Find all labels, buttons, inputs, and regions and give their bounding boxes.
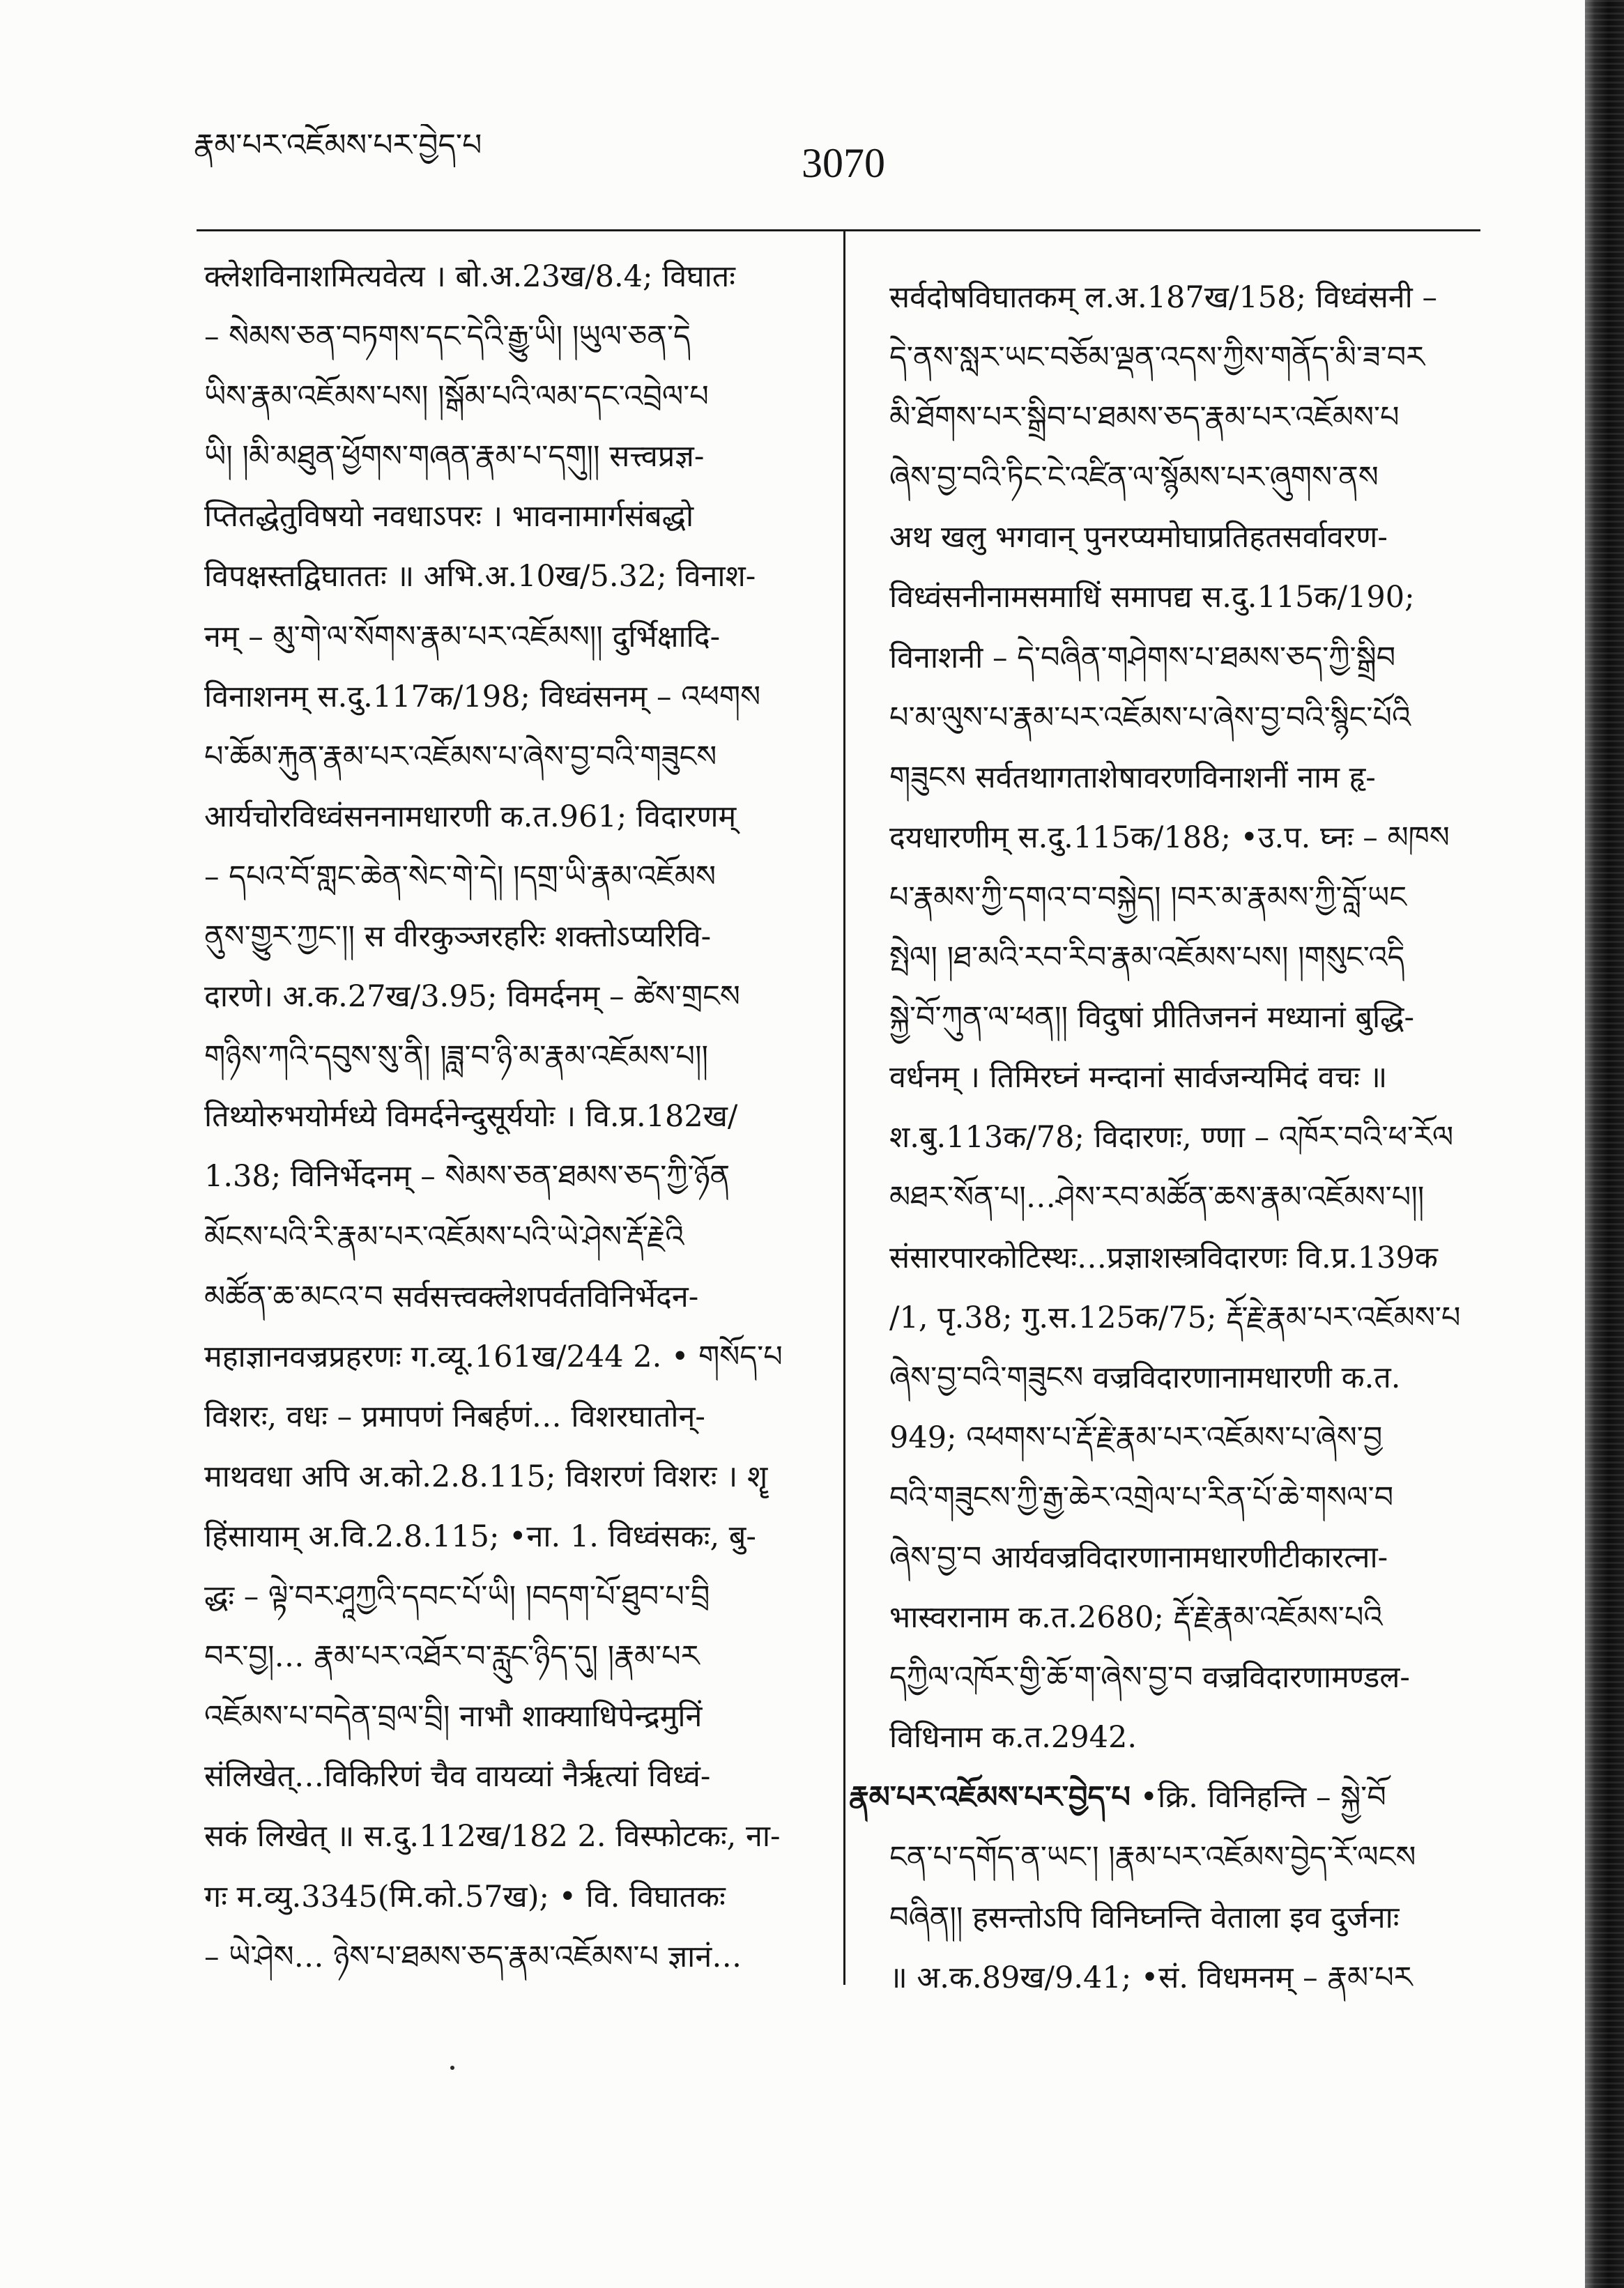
text-line: མི་ཐོགས་པར་སྒྲིབ་པ་ཐམས་ཅད་རྣམ་པར་འཇོམས་པ: [889, 400, 1400, 436]
left-column: [204, 247, 832, 1987]
text-line: हिंसायाम् अ.वि.2.8.115; •ना. 1. विध्वंसकः, बु-: [204, 1519, 756, 1554]
text-line: ཡི། །མི་མཐུན་ཕྱོགས་གཞན་རྣམ་པ་དགུ།། सत्त्वप्रज्ञ-: [204, 439, 705, 475]
header-rule: [197, 229, 1480, 231]
text-line: དཀྱིལ་འཁོར་གྱི་ཆོ་ག་ཞེས་བྱ་བ वज्रविदारणामण्डल-: [889, 1660, 1410, 1696]
scan-speck: [450, 2066, 454, 2070]
page-number: 3070: [802, 140, 885, 186]
text-line: གཟུངས सर्वतथागताशेषावरणविनाशनीं नाम हृ-: [889, 760, 1376, 795]
text-line: विधिनाम क.त.2942.: [889, 1720, 1137, 1756]
column-divider: [843, 230, 845, 1985]
text-line: པ་མ་ལུས་པ་རྣམ་པར་འཇོམས་པ་ཞེས་བྱ་བའི་སྙིང་པོའི: [889, 700, 1411, 735]
text-line: प्तितद्धेतुविषयो नवधाऽपरः । भावनामार्गसंबद्धो: [204, 499, 694, 535]
text-line: མཐར་སོན་པ།…ཤེས་རབ་མཚོན་ཆས་རྣམ་འཇོམས་པ།།: [889, 1180, 1425, 1215]
text-line: विनाशनी – དེ་བཞིན་གཤེགས་པ་ཐམས་ཅད་ཀྱི་སྒྲིབ: [889, 640, 1396, 675]
text-line: འཇོམས་པ་བདེན་བྲལ་བྲི། नाभौ शाक्याधिपेन्द्रमुनिं: [204, 1699, 703, 1735]
text-line: क्लेशविनाशमित्यवेत्य । बो.अ.23ख/8.4; विघातः: [204, 259, 735, 294]
text-line: अथ खलु भगवान् पुनरप्यमोघाप्रतिहतसर्वावरण-: [889, 520, 1388, 555]
text-line: – སེམས་ཅན་བཏགས་དང་དེའི་རྒྱུ་ཡི། །ཡུལ་ཅན་དེ: [204, 319, 691, 355]
right-column: [849, 268, 1480, 2008]
text-line: ཞེས་བྱ་བའི་ཏིང་ངེ་འཛིན་ལ་སྙོམས་པར་ཞུགས་ནས: [889, 460, 1379, 496]
text-line: विपक्षस्तद्विघाततः ॥ अभि.अ.10ख/5.32; विनाश-: [204, 559, 756, 594]
text-line: संसारपारकोटिस्थः…प्रज्ञाशस्त्रविदारणः वि.प्र.139क: [889, 1240, 1438, 1275]
text-line: ནུས་གྱུར་ཀྱང་།། स वीरकुञ्जरहरिः शक्तोऽप्यरिवि-: [204, 919, 712, 955]
text-line: བཞིན།། हसन्तोऽपि विनिघ्नन्ति वेताला इव दुर्जनाः: [889, 1900, 1400, 1935]
text-line: གཉིས་ཀའི་དབུས་སུ་ནི། །ཟླ་བ་ཉི་མ་རྣམ་འཇོམས་པ།།: [204, 1039, 709, 1075]
text-line: ཡིས་རྣམ་འཇོམས་པས། །སྒོམ་པའི་ལམ་དང་འབྲེལ་པ: [204, 379, 709, 415]
text-line: /1, पृ.38; गु.स.125क/75; རྡོ་རྗེ་རྣམ་པར་འཇོམས་པ: [889, 1300, 1461, 1335]
text-line: པ་རྣམས་ཀྱི་དགའ་བ་བསྐྱེད། །བར་མ་རྣམས་ཀྱི་བློ་ཡང: [889, 880, 1407, 915]
text-line: ॥ अ.क.89ख/9.41; •सं. विधमनम् – རྣམ་པར: [889, 1960, 1413, 1995]
text-line: བའི་གཟུངས་ཀྱི་རྒྱ་ཆེར་འགྲེལ་པ་རིན་པོ་ཆེ་གསལ་བ: [889, 1480, 1394, 1515]
text-line: མོངས་པའི་རི་རྣམ་པར་འཇོམས་པའི་ཡེ་ཤེས་རྡོ་རྗེའི: [204, 1219, 684, 1254]
text-line: संलिखेत्…विकिरिणं चैव वायव्यां नैर्ऋत्यां विध्वं-: [204, 1759, 711, 1795]
text-line: वर्धनम् । तिमिरघ्नं मन्दानां सार्वजन्यमिदं वचः ॥: [889, 1060, 1388, 1096]
entry-first-line-text: •क्रि. विनिहन्ति – སྐྱེ་བོ: [1131, 1780, 1386, 1815]
text-line: – དཔའ་བོ་གླང་ཆེན་སེང་གེ་དེ། །དགྲ་ཡི་རྣམ་འཇོམས: [204, 859, 716, 894]
text-line: गः म.व्यु.3345(मि.को.57ख); • वि. विघातकः: [204, 1879, 726, 1914]
text-line: श.बु.113क/78; विदारणः, ण्णा – འཁོར་བའི་ཕ་རོལ: [889, 1120, 1454, 1155]
text-line: 949; འཕགས་པ་རྡོ་རྗེ་རྣམ་པར་འཇོམས་པ་ཞེས་བྱ: [889, 1420, 1383, 1455]
text-line: ཞེས་བྱ་བ आर्यवज्रविदारणानामधारणीटीकारत्ना-: [889, 1540, 1388, 1575]
scan-edge-shadow: [1585, 0, 1624, 2288]
entry-headword-line: [849, 1767, 1480, 1827]
text-line: माथवधा अपि अ.को.2.8.115; विशरणं विशरः । शॄ: [204, 1459, 768, 1494]
text-line: तिथ्योरुभयोर्मध्ये विमर्दनेन्दुसूर्ययोः । वि.प्र.182ख/: [204, 1099, 738, 1135]
text-line: महाज्ञानवज्रप्रहरणः ग.व्यू.161ख/244 2. • གསོད་པ: [204, 1339, 783, 1374]
text-line: दयधारणीम् स.दु.115क/188; •उ.प. घ्नः – མཁས: [889, 820, 1450, 855]
text-line: नम् – མུ་གེ་ལ་སོགས་རྣམ་པར་འཇོམས།། दुर्भिक्षादि-: [204, 619, 721, 654]
text-line: दारणे। अ.क.27ख/3.95; विमर्दनम् – ཚེས་གྲངས: [204, 979, 740, 1015]
text-line: सकं लिखेत् ॥ स.दु.112ख/182 2. विस्फोटकः, ना-: [204, 1819, 781, 1855]
text-line: སྐྱེ་བོ་ཀུན་ལ་ཕན།། विदुषां प्रीतिजननं मध्यानां बुद्धि-: [889, 1000, 1415, 1036]
text-line: विध्वंसनीनामसमाधिं समापद्य स.दु.115क/190;: [889, 580, 1415, 615]
text-line: ཞེས་བྱ་བའི་གཟུངས वज्रविदारणानामधारणी क.त.: [889, 1360, 1401, 1395]
text-line: भास्वरानाम क.त.2680; རྡོ་རྗེ་རྣམ་འཇོམས་པའི: [889, 1600, 1383, 1636]
text-line: ངན་པ་དགོད་ན་ཡང་། །རྣམ་པར་འཇོམས་བྱེད་རོ་ལངས: [889, 1840, 1416, 1875]
text-line: विनाशनम् स.दु.117क/198; विध्वंसनम् – འཕགས: [204, 679, 761, 714]
text-line: – ཡེ་ཤེས… ཉེས་པ་ཐམས་ཅད་རྣམ་འཇོམས་པ ज्ञानं…: [204, 1939, 742, 1974]
text-line: མཚོན་ཆ་མངའ་བ सर्वसत्त्वक्लेशपर्वतविनिर्भेदन-: [204, 1279, 699, 1314]
text-line: आर्यचोरविध्वंसननामधारणी क.त.961; विदारणम्: [204, 799, 737, 834]
running-head: རྣམ་པར་འཇོམས་པར་བྱེད་པ: [194, 128, 482, 163]
entry-headword: རྣམ་པར་འཇོམས་པར་བྱེད་པ: [849, 1780, 1131, 1815]
text-line: སྤེལ། །ཐ་མའི་རབ་རིབ་རྣམ་འཇོམས་པས། །གསུང་འདི: [889, 940, 1405, 976]
text-line: सर्वदोषविघातकम् ल.अ.187ख/158; विध्वंसनी –: [889, 280, 1437, 315]
text-line: དེ་ནས་སླར་ཡང་བཅོམ་ལྡན་འདས་ཀྱིས་གནོད་མི་ཟ་བར: [889, 340, 1425, 376]
text-line: विशरः, वधः – प्रमापणं निबर्हणं… विशरघातोन्-: [204, 1399, 705, 1434]
text-line: 1.38; विनिर्भेदनम् – སེམས་ཅན་ཐམས་ཅད་ཀྱི་ཉོན: [204, 1159, 730, 1195]
text-line: པ་ཆོམ་རྐུན་རྣམ་པར་འཇོམས་པ་ཞེས་བྱ་བའི་གཟུངས: [204, 739, 717, 774]
text-line: द्धः – ལྟེ་བར་ཤཱཀྱའི་དབང་པོ་ཡི། །བདག་པོ་ཐུབ་པ་བྲི: [204, 1579, 710, 1615]
text-line: བར་བྱ།… རྣམ་པར་འཐོར་བ་རླུང་ཉིད་དུ། །རྣམ་པར: [204, 1639, 700, 1675]
